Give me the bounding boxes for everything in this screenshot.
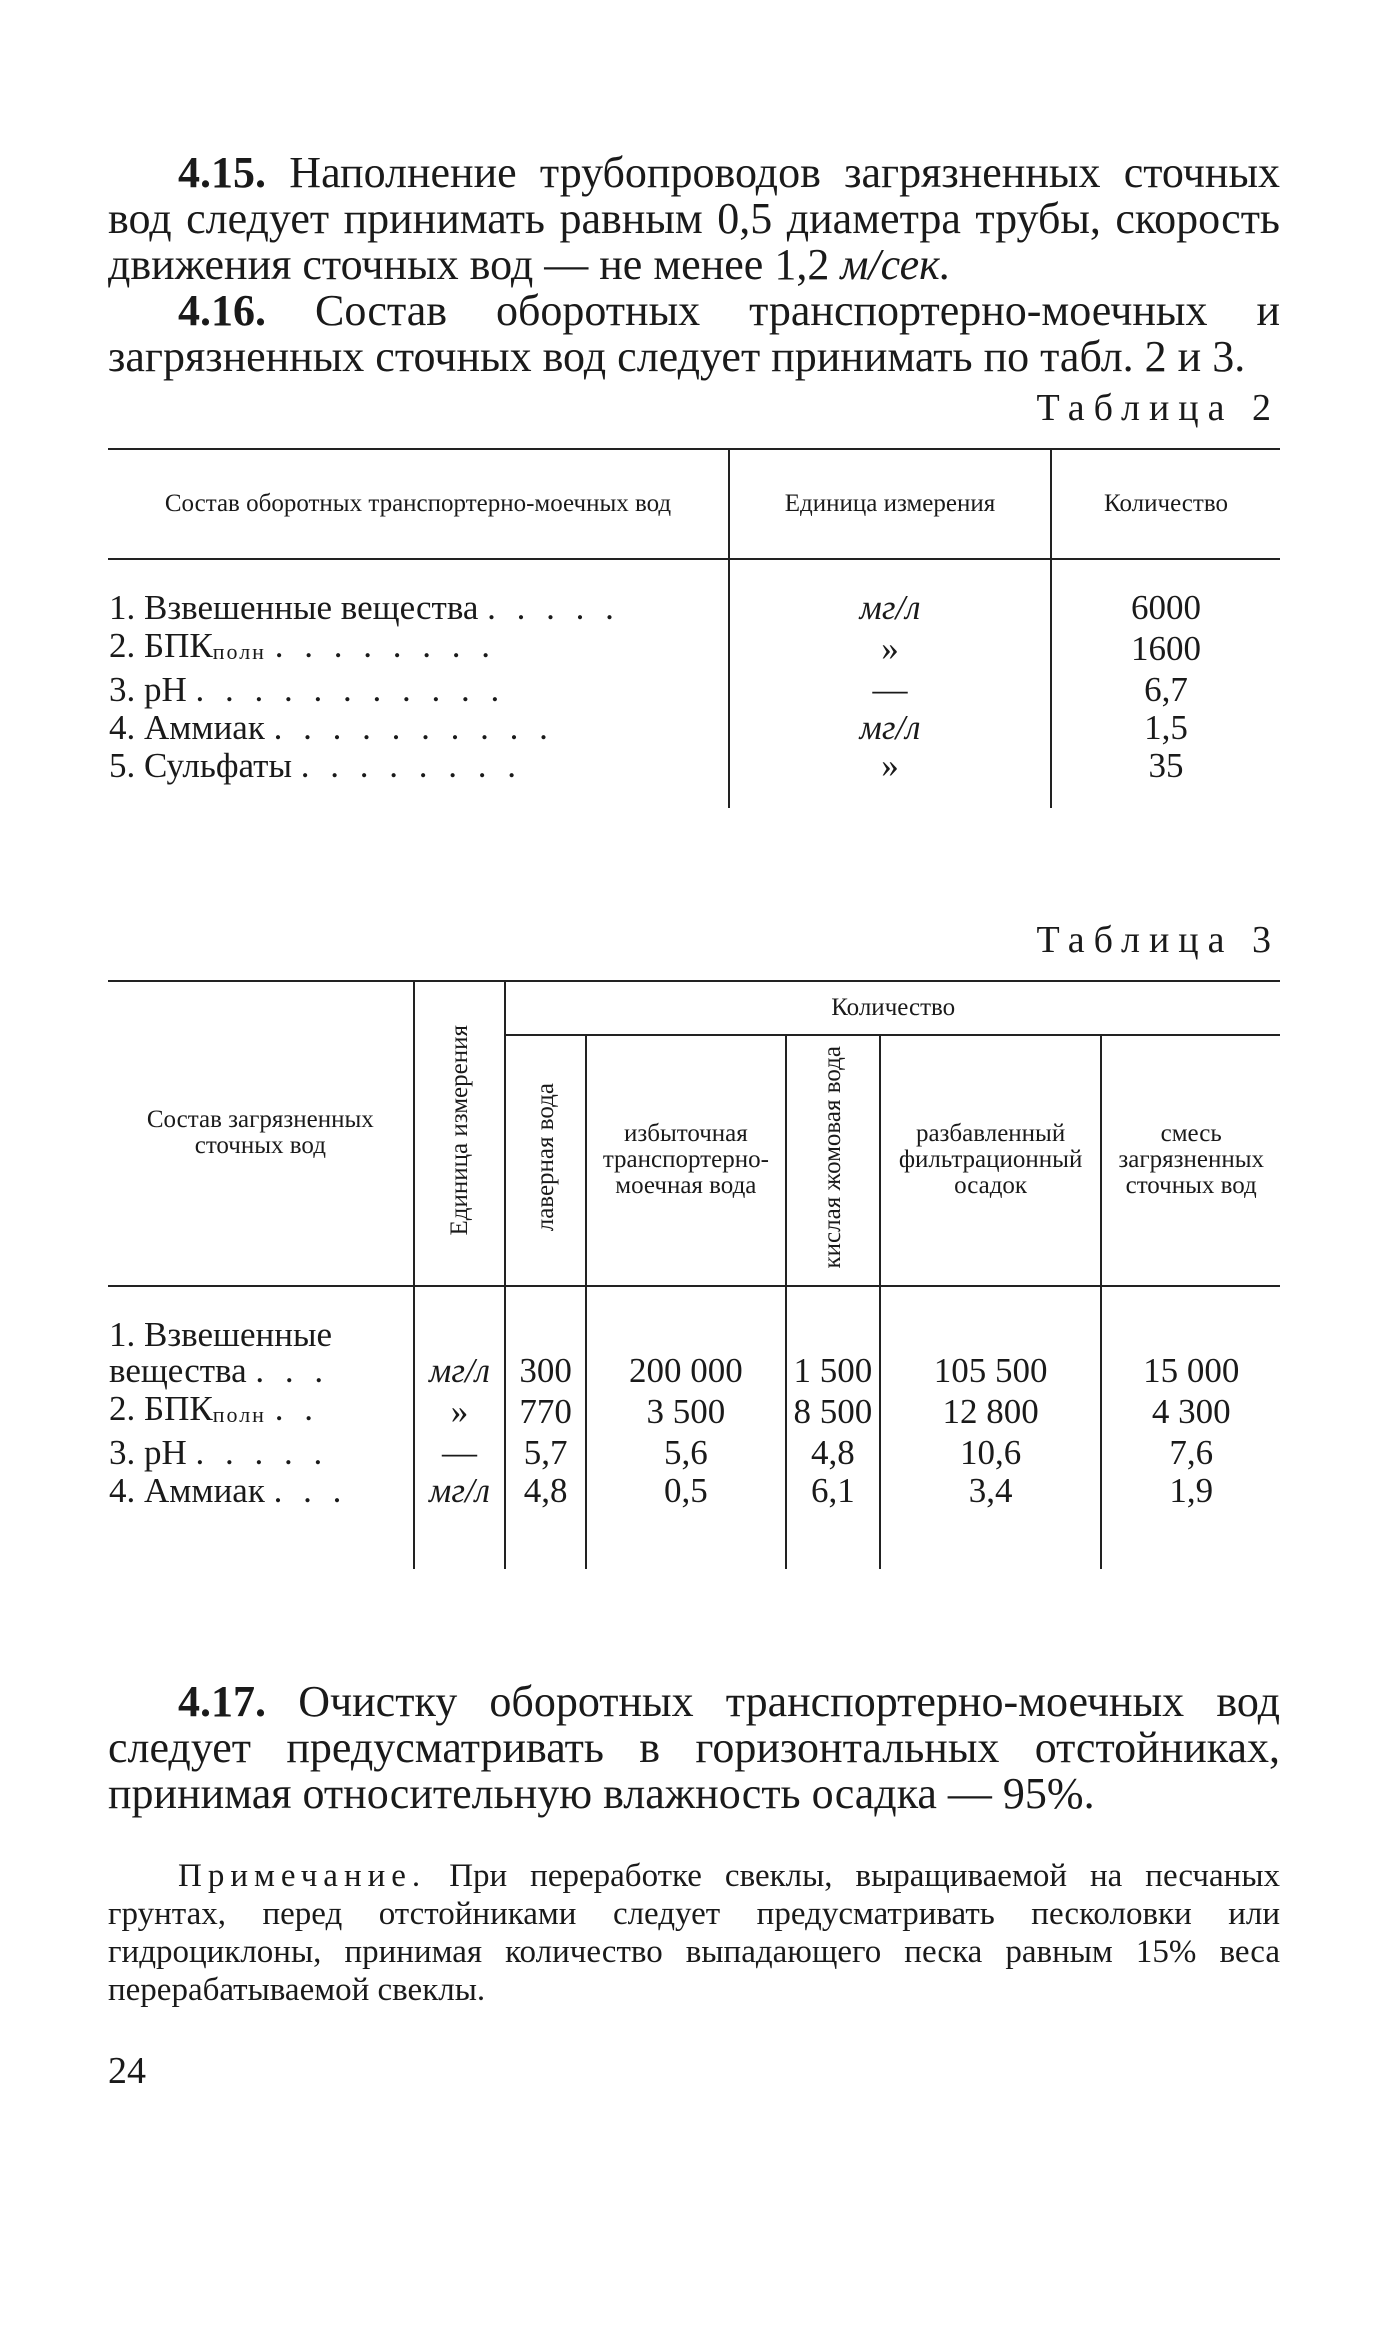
leader-dots: . . . . . <box>487 588 620 627</box>
row-unit: — <box>414 1434 506 1472</box>
paragraph-text: Состав оборотных транспортерно-моечных и загрязненных сточных вод следует принимать по табл. 2 и 3. <box>108 286 1280 381</box>
paragraph-4-17 <box>108 1676 1280 1818</box>
table3-subheader-mixture: смесь загрязненных сточных вод <box>1101 1035 1280 1286</box>
row-value: 1600 <box>1051 627 1280 671</box>
table2-header-row <box>108 449 1280 559</box>
row-unit: » <box>729 627 1051 671</box>
row-unit: мг/л <box>414 1472 506 1569</box>
note-text: При переработке свеклы, выращиваемой на песчаных грунтах, перед отстойниками следует предусматривать песколовки или гидроциклоны, принимая количество выпадающего песка равным 15% веса перерабатываемой свеклы. <box>108 1857 1280 2008</box>
row-unit: мг/л <box>414 1286 506 1390</box>
row-unit: — <box>729 671 1051 709</box>
table3-header-unit: Единица измерения <box>445 1024 473 1236</box>
table3-header-composition: Состав загрязненных сточных вод <box>108 981 414 1286</box>
table-3 <box>108 980 1280 1569</box>
row-name: 4. Аммиак <box>109 708 265 747</box>
row-value: 200 000 <box>586 1286 786 1390</box>
paragraph-4-16 <box>108 288 1280 380</box>
row-value: 0,5 <box>586 1472 786 1569</box>
row-unit: мг/л <box>729 709 1051 747</box>
table2-header-composition: Состав оборотных транспортерно-моечных вод <box>164 490 672 517</box>
row-value: 6,1 <box>786 1472 880 1569</box>
row-name: 3. pH <box>109 1432 187 1472</box>
leader-dots: . . . <box>255 1350 330 1390</box>
leader-dots: . . . . . . . . . . . <box>195 670 506 709</box>
table2-header-unit: Единица измерения <box>729 449 1051 559</box>
row-name: 4. Аммиак <box>109 1470 265 1510</box>
table-row <box>108 747 1280 808</box>
table-row <box>108 627 1280 671</box>
row-name: 2. БПК <box>109 626 213 665</box>
page-number: 24 <box>108 2049 146 2092</box>
row-name: 1. Взвешенные вещества <box>109 1314 333 1390</box>
paragraph-number: 4.17. <box>178 1676 266 1726</box>
table3-caption: Таблица 3 <box>1036 919 1280 961</box>
table-row <box>108 1434 1280 1472</box>
row-name: 1. Взвешенные вещества <box>109 588 479 627</box>
paragraph-number: 4.16. <box>178 286 266 335</box>
row-subscript: полн <box>212 1401 266 1427</box>
table-row <box>108 1390 1280 1434</box>
table2-caption: Таблица 2 <box>1036 387 1280 429</box>
row-value: 4,8 <box>786 1434 880 1472</box>
row-value: 12 800 <box>880 1390 1102 1434</box>
table3-subheader-laver: лаверная вода <box>531 1083 559 1232</box>
leader-dots: . . . . . <box>195 1432 329 1472</box>
paragraph-text: Наполнение трубопроводов загрязненных сточных вод следует принимать равным 0,5 диаметра трубы, скорость движения сточных вод — не менее 1,2 <box>108 148 1281 289</box>
table-row <box>108 671 1280 709</box>
leader-dots: . . . . . . . . <box>300 746 522 785</box>
table-row <box>108 709 1280 747</box>
row-value: 3,4 <box>880 1472 1102 1569</box>
row-name: 2. БПК <box>109 1388 213 1428</box>
leader-dots: . . . . . . . . <box>274 626 496 665</box>
row-value: 1,9 <box>1101 1472 1280 1569</box>
row-value: 4,8 <box>505 1472 585 1569</box>
row-value: 6000 <box>1051 559 1280 627</box>
leader-dots: . . . <box>273 1470 348 1510</box>
row-value: 7,6 <box>1101 1434 1280 1472</box>
row-value: 1,5 <box>1051 709 1280 747</box>
row-value: 6,7 <box>1051 671 1280 709</box>
row-value: 770 <box>505 1390 585 1434</box>
paragraph-number: 4.15. <box>178 148 266 197</box>
row-unit: мг/л <box>729 559 1051 627</box>
row-value: 105 500 <box>880 1286 1102 1390</box>
row-value: 10,6 <box>880 1434 1102 1472</box>
row-value: 5,6 <box>586 1434 786 1472</box>
table3-header-quantity: Количество <box>505 981 1280 1035</box>
leader-dots: . . <box>274 1388 319 1428</box>
paragraph-4-15 <box>108 150 1280 288</box>
row-value: 35 <box>1051 747 1280 808</box>
table3-subheader-acid: кислая жомовая вода <box>818 1046 846 1269</box>
row-value: 3 500 <box>586 1390 786 1434</box>
leader-dots: . . . . . . . . . . <box>273 708 554 747</box>
row-name: 5. Сульфаты <box>109 746 292 785</box>
table2-header-quantity: Количество <box>1051 449 1280 559</box>
row-value: 5,7 <box>505 1434 585 1472</box>
note <box>108 1857 1280 2009</box>
paragraph-text: Очистку оборотных транспортерно-моечных вод следует предусматривать в горизонтальных отстойниках, принимая относительную влажность осадка — 95%. <box>108 1676 1280 1818</box>
row-unit: » <box>414 1390 506 1434</box>
note-label: Примечание. <box>178 1857 427 1894</box>
table-row <box>108 1286 1280 1390</box>
unit-text: м/сек. <box>840 240 951 289</box>
table-2 <box>108 448 1280 808</box>
table-row <box>108 1472 1280 1569</box>
row-value: 1 500 <box>786 1286 880 1390</box>
row-value: 8 500 <box>786 1390 880 1434</box>
row-value: 15 000 <box>1101 1286 1280 1390</box>
row-name: 3. pH <box>109 670 187 709</box>
table3-subheader-filtration: разбавленный фильтрационный осадок <box>880 1035 1102 1286</box>
row-unit: » <box>729 747 1051 808</box>
row-subscript: полн <box>212 639 266 664</box>
table3-header-row <box>108 981 1280 1035</box>
row-value: 300 <box>505 1286 585 1390</box>
row-value: 4 300 <box>1101 1390 1280 1434</box>
table3-subheader-excess: избыточная транспортерно-моечная вода <box>586 1035 786 1286</box>
document-page <box>108 150 1280 2093</box>
table-row <box>108 559 1280 627</box>
